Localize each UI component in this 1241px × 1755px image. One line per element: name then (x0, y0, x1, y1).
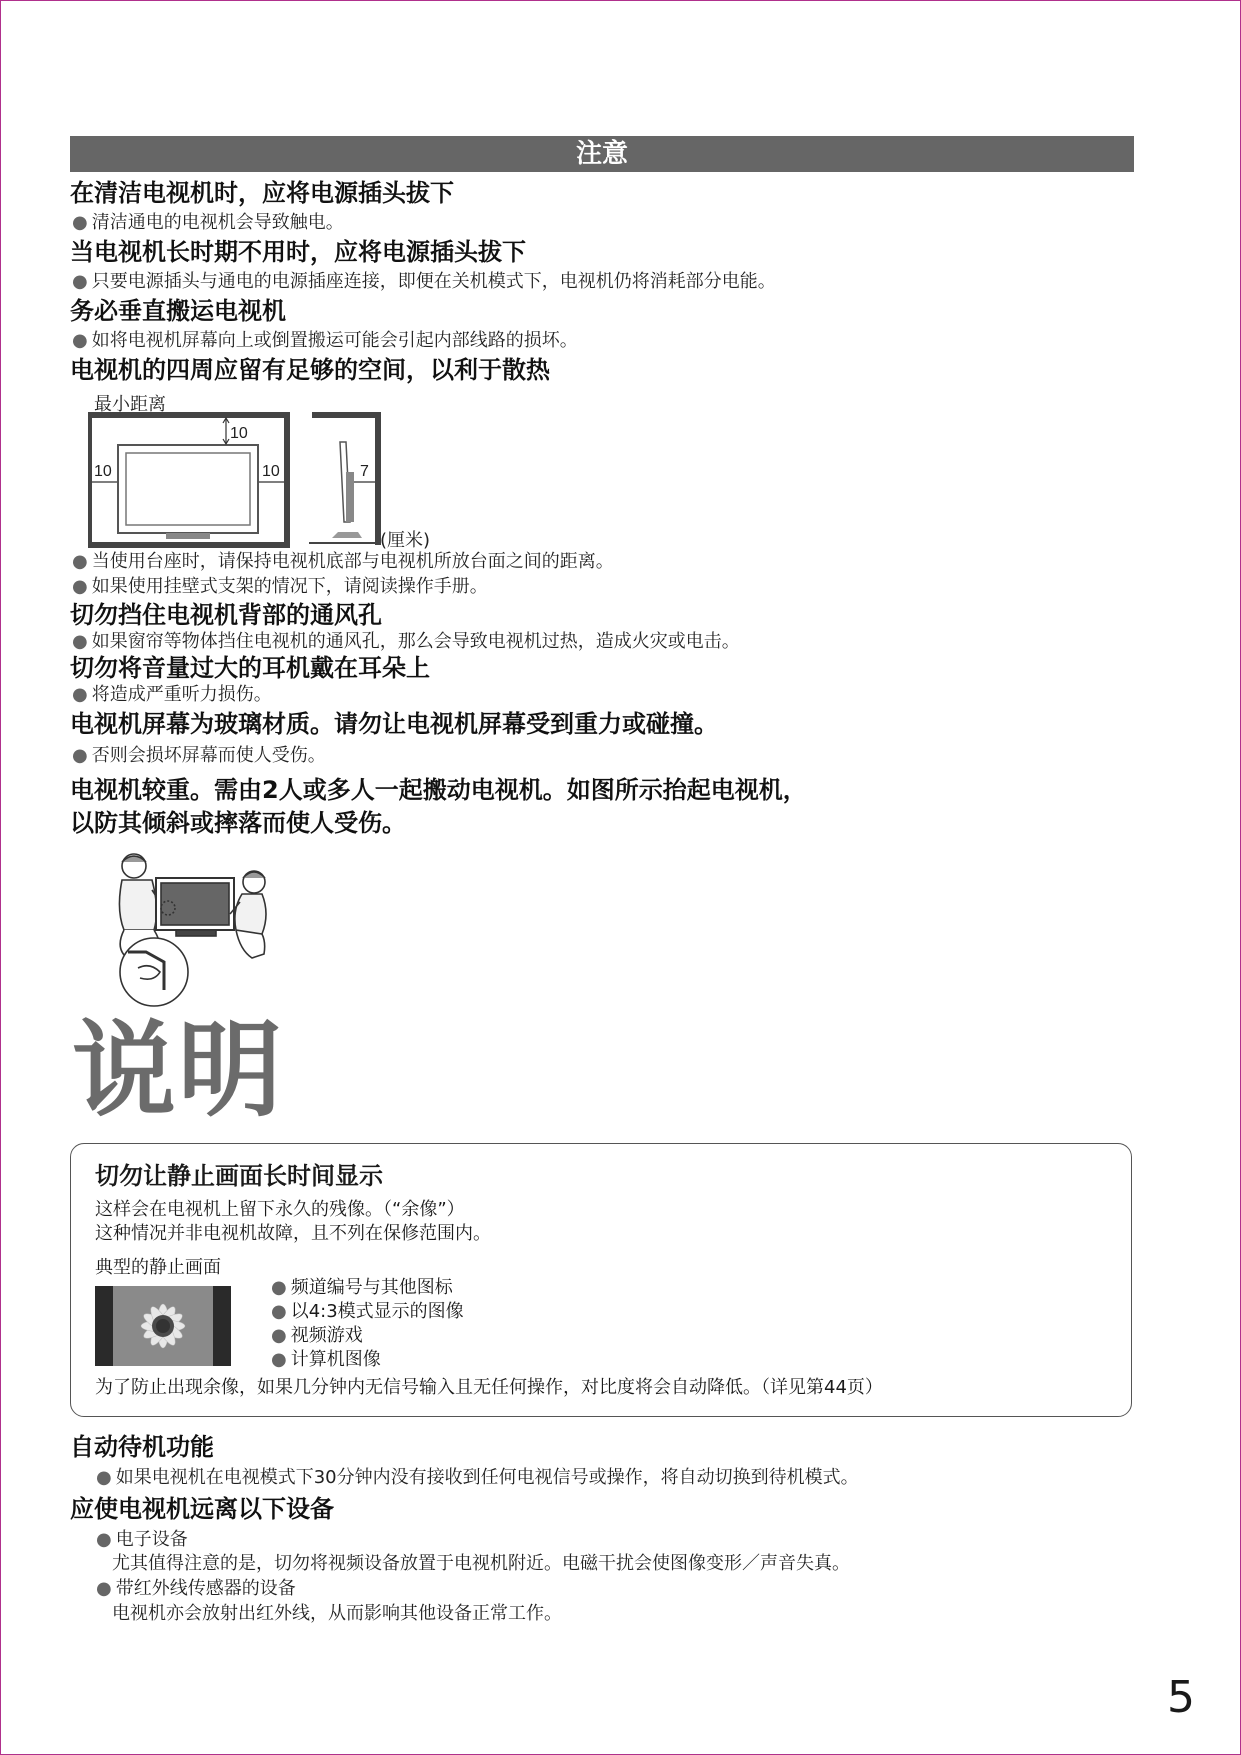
bullet-text: 如果使用挂壁式支架的情况下，请阅读操作手册。 (91, 576, 488, 597)
bullet-text: 如将电视机屏幕向上或倒置搬运可能会引起内部线路的损坏。 (91, 330, 578, 351)
heading-glass-screen: 电视机屏幕为玻璃材质。请勿让电视机屏幕受到重力或碰撞。 (70, 710, 718, 738)
bullet-dot: ● (72, 684, 88, 705)
top-gap-value: 10 (230, 425, 248, 442)
list-item-text: 计算机图像 (290, 1349, 381, 1370)
bullet-text: 电子设备 (115, 1529, 188, 1550)
bullet-text: 只要电源插头与通电的电源插座连接，即便在关机模式下，电视机仍将消耗部分电能。 (91, 271, 776, 292)
heading-keep-away: 应使电视机远离以下设备 (70, 1495, 334, 1523)
heading-ventilation-space: 电视机的四周应留有足够的空间，以利于散热 (70, 356, 550, 384)
list-item-text: 频道编号与其他图标 (290, 1277, 453, 1298)
bullet-long-unused (72, 270, 776, 294)
typical-still-label: 典型的静止画面 (95, 1257, 221, 1278)
bullet-dot: ● (96, 1467, 112, 1488)
bullet-stand (72, 550, 614, 574)
list-item (271, 1300, 464, 1324)
bullet-vents (72, 630, 740, 654)
left-gap-value: 10 (94, 463, 112, 480)
still-image-heading: 切勿让静止画面长时间显示 (95, 1162, 383, 1190)
bullet-dot: ● (72, 271, 88, 292)
auto-contrast-note: 为了防止出现余像，如果几分钟内无信号输入且无任何操作，对比度将会自动降低。（详见第44页） (95, 1377, 883, 1398)
bullet-glass-screen (72, 744, 326, 768)
notes-title: 说明 (72, 1009, 285, 1131)
heading-heavy-line2: 以防其倾斜或摔落而使人受伤。 (70, 809, 406, 837)
bullet-text: 清洁通电的电视机会导致触电。 (91, 212, 344, 233)
right-gap-value: 10 (262, 463, 280, 480)
bullet-infrared-devices (96, 1577, 296, 1601)
bullet-dot: ● (271, 1349, 287, 1370)
bullet-dot: ● (72, 745, 88, 766)
tv-front-outline (118, 445, 258, 533)
bullet-dot: ● (96, 1578, 112, 1599)
bullet-dot: ● (96, 1529, 112, 1550)
bullet-text: 将造成严重听力损伤。 (91, 684, 272, 705)
bullet-text: 当使用台座时，请保持电视机底部与电视机所放台面之间的距离。 (91, 551, 614, 572)
back-gap-value: 7 (360, 463, 369, 480)
bullet-electronic-devices (96, 1528, 188, 1552)
min-distance-label: 最小距离 (94, 394, 166, 415)
bullet-dot: ● (72, 212, 88, 233)
heading-long-unused: 当电视机长时期不用时，应将电源插头拔下 (70, 238, 526, 266)
bullet-text: 带红外线传感器的设备 (115, 1578, 296, 1599)
bullet-dot: ● (72, 576, 88, 597)
list-item-text: 以4:3模式显示的图像 (290, 1301, 464, 1322)
tv-side-stand (332, 532, 362, 538)
bullet-dot: ● (271, 1325, 287, 1346)
bullet-carry-upright (72, 329, 578, 353)
infrared-devices-desc: 电视机亦会放射出红外线，从而影响其他设备正常工作。 (112, 1603, 562, 1624)
bullet-dot: ● (72, 551, 88, 572)
bullet-dot: ● (72, 330, 88, 351)
bullet-cleaning (72, 211, 344, 235)
list-item-text: 视频游戏 (290, 1325, 363, 1346)
caution-header: 注意 (70, 136, 1134, 172)
bullet-headphones (72, 683, 272, 707)
bullet-text: 否则会损坏屏幕而使人受伤。 (91, 745, 326, 766)
still-image-types-list (271, 1276, 464, 1372)
heading-carry-upright: 务必垂直搬运电视机 (70, 297, 286, 325)
bullet-text: 如果窗帘等物体挡住电视机的通风孔，那么会导致电视机过热，造成火灾或电击。 (91, 631, 740, 652)
still-image-notice-box (70, 1143, 1132, 1417)
heading-headphones: 切勿将音量过大的耳机戴在耳朵上 (70, 654, 430, 682)
bullet-dot: ● (72, 631, 88, 652)
list-item (271, 1276, 464, 1300)
electronic-devices-desc: 尤其值得注意的是，切勿将视频设备放置于电视机附近。电磁干扰会使图像变形／声音失真。 (112, 1553, 850, 1574)
list-item (271, 1348, 464, 1372)
bullet-dot: ● (271, 1301, 287, 1322)
heading-auto-standby: 自动待机功能 (70, 1433, 214, 1461)
heading-vents: 切勿挡住电视机背部的通风孔 (70, 601, 382, 629)
tv-front-stand (166, 533, 210, 539)
warranty-line: 这种情况并非电视机故障，且不列在保修范围内。 (95, 1223, 491, 1244)
heading-heavy-line1: 电视机较重。需由2人或多人一起搬动电视机。如图所示抬起电视机， (70, 776, 807, 804)
carrying-illustration (94, 850, 294, 1010)
bullet-wall-bracket (72, 575, 488, 599)
afterimage-line: 这样会在电视机上留下永久的残像。（“余像”） (95, 1199, 465, 1220)
unit-label: (厘米) (380, 530, 431, 551)
page-number: 5 (1167, 1672, 1195, 1723)
still-image-thumbnail (95, 1286, 231, 1366)
bullet-text: 如果电视机在电视模式下30分钟内没有接收到任何电视信号或操作，将自动切换到待机模式。 (115, 1467, 859, 1488)
bullet-auto-standby (96, 1466, 859, 1490)
list-item (271, 1324, 464, 1348)
heading-cleaning: 在清洁电视机时，应将电源插头拔下 (70, 179, 454, 207)
tv-side-back (346, 472, 354, 522)
bullet-dot: ● (271, 1277, 287, 1298)
